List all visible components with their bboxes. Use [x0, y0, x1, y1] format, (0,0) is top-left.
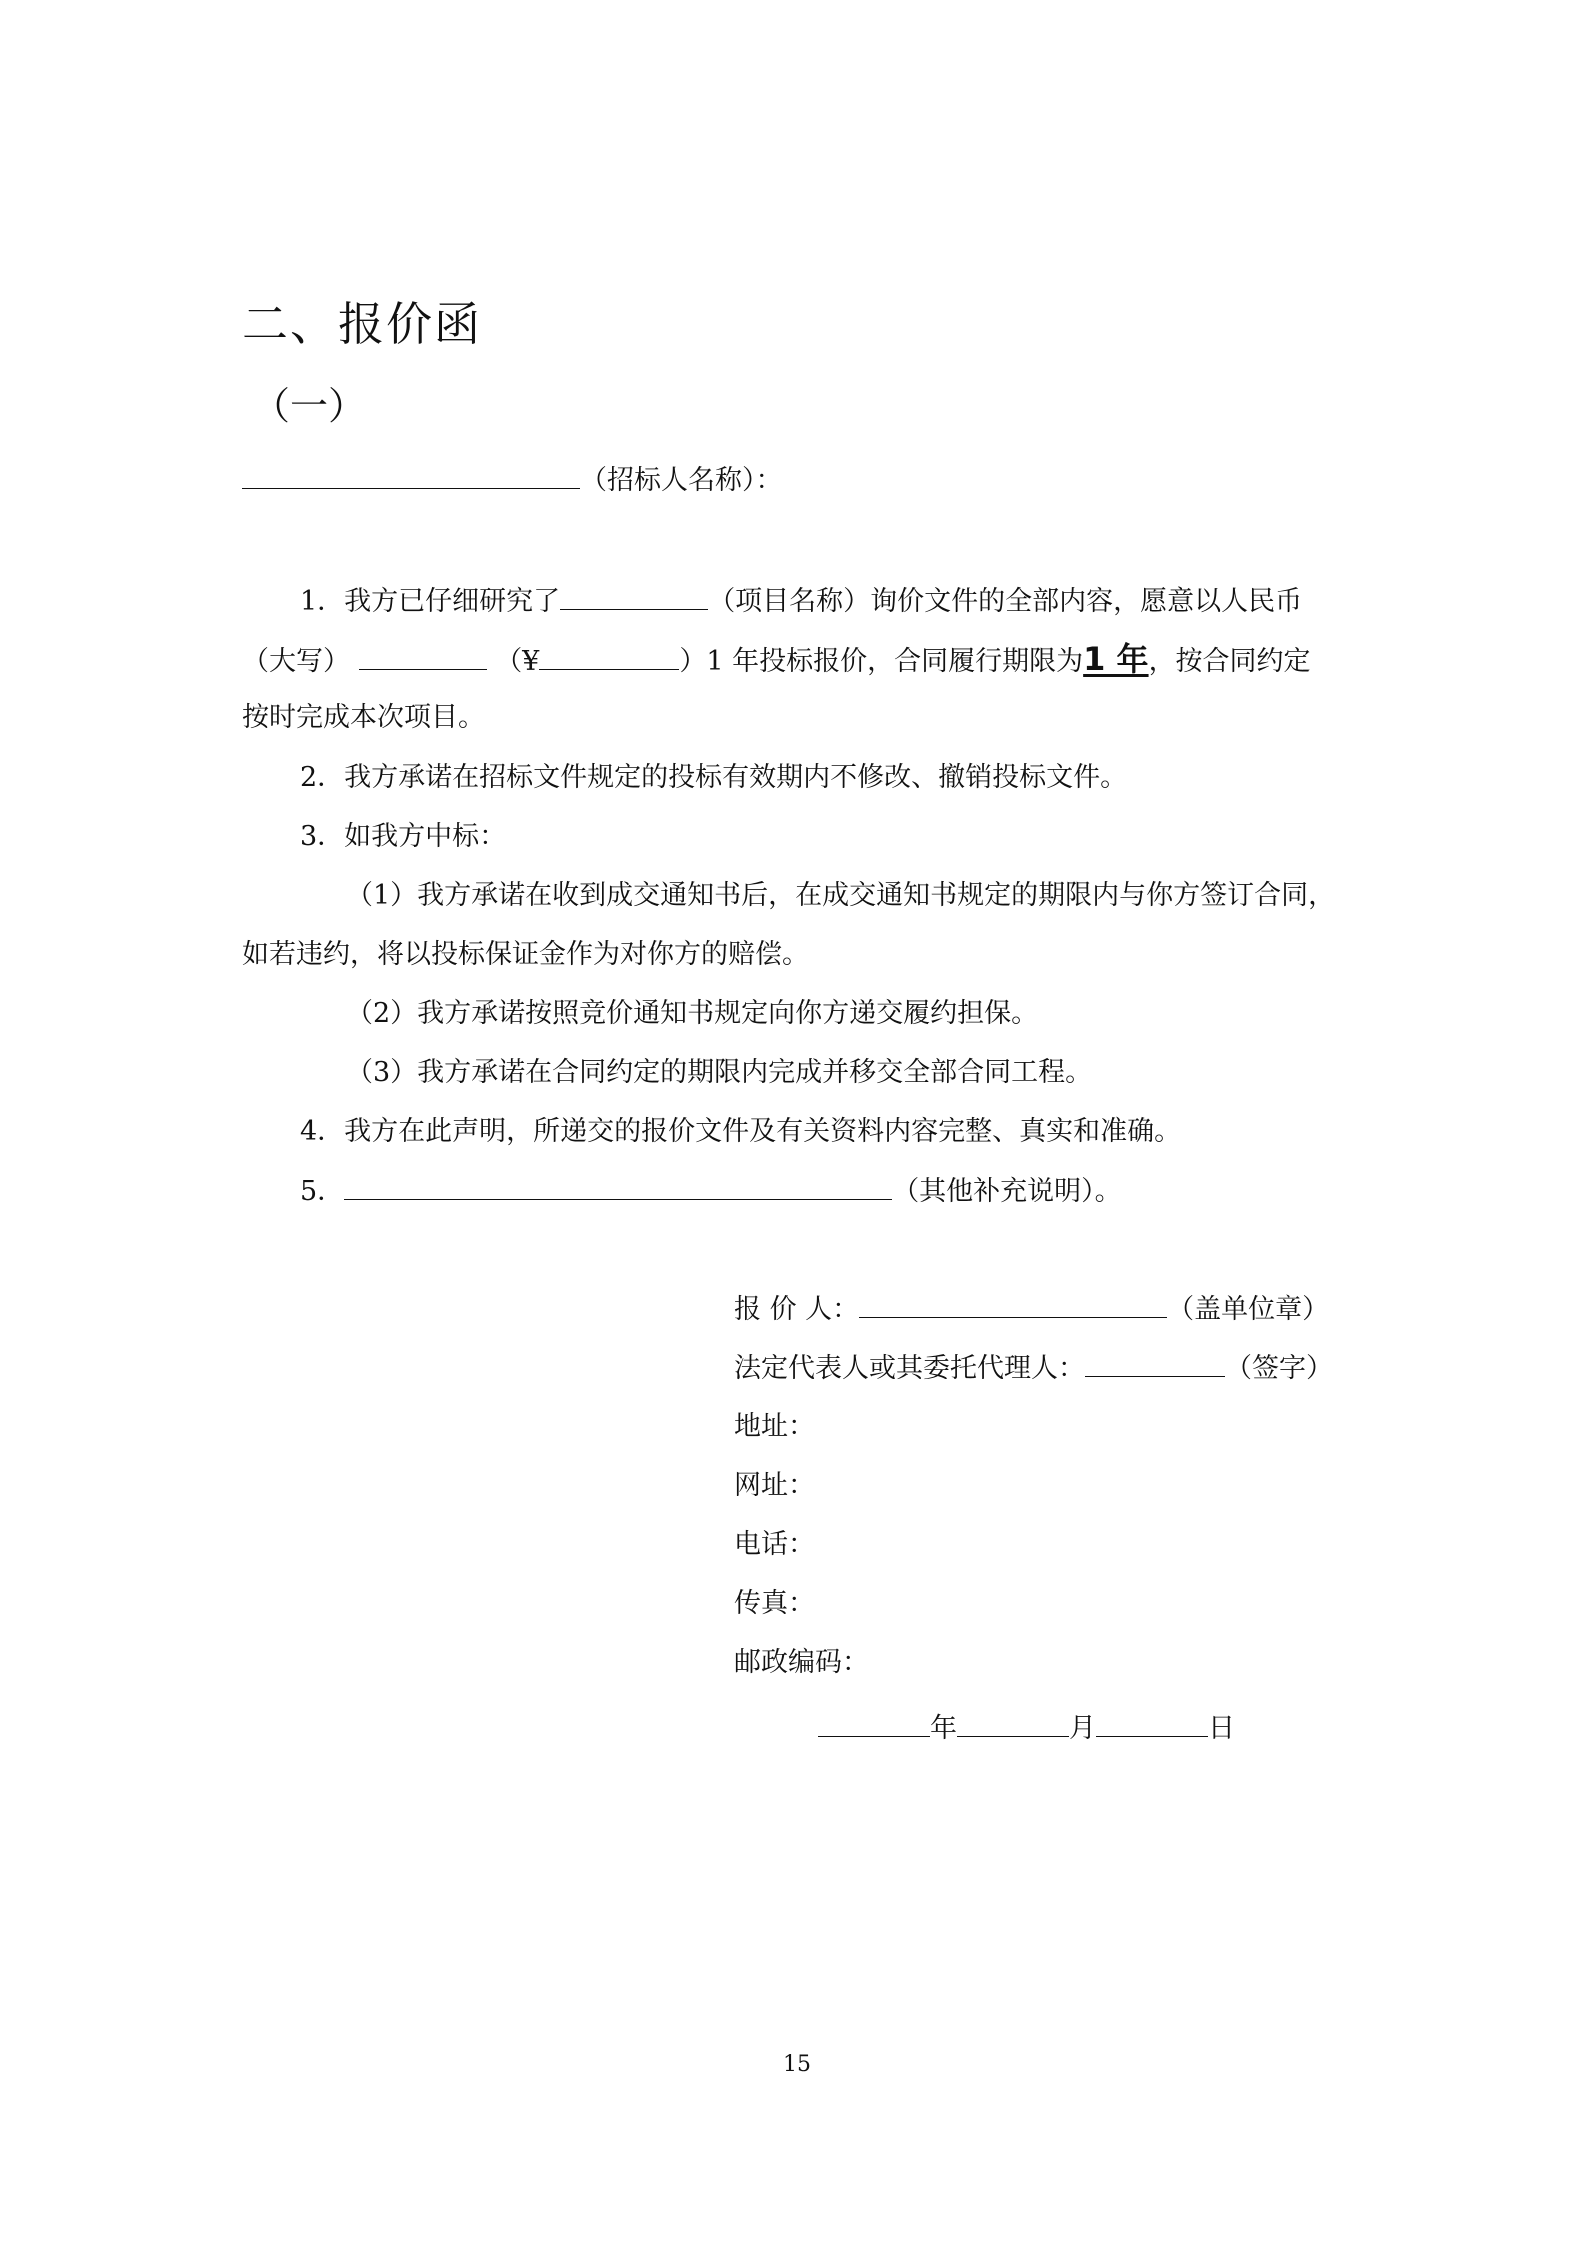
representative-blank[interactable] [1085, 1350, 1225, 1377]
project-name-blank[interactable] [560, 583, 708, 610]
item-3-3: （3）我方承诺在合同约定的期限内完成并移交全部合同工程。 [346, 1057, 1093, 1088]
year-label: 年 [930, 1713, 957, 1744]
additional-notes-blank[interactable] [344, 1173, 892, 1200]
item-2: 2．我方承诺在招标文件规定的投标有效期内不修改、撤销投标文件。 [300, 762, 1128, 793]
item-1-text-e: ）1 年投标报价，合同履行期限为 [679, 646, 1084, 677]
amount-words-blank[interactable] [359, 643, 487, 670]
month-blank[interactable] [957, 1710, 1069, 1737]
item-1-text-b: （项目名称）询价文件的全部内容，愿意以人民币 [708, 586, 1303, 617]
bidder-blank[interactable] [859, 1291, 1167, 1318]
item-3: 3．如我方中标： [300, 821, 507, 852]
phone-label: 电话： [734, 1529, 815, 1560]
representative-label: 法定代表人或其委托代理人： [734, 1353, 1085, 1384]
website-label: 网址： [734, 1470, 815, 1501]
bidder-line [734, 1291, 1329, 1328]
postcode-label: 邮政编码： [734, 1647, 869, 1678]
representative-suffix: （签字） [1225, 1353, 1333, 1384]
item-1-text-c: （大写） [242, 646, 350, 677]
year-blank[interactable] [818, 1710, 930, 1737]
representative-line [734, 1350, 1333, 1387]
fax-label: 传真： [734, 1588, 815, 1619]
item-1-line-1 [300, 583, 1302, 620]
month-label: 月 [1069, 1713, 1096, 1744]
section-subtitle: （一） [252, 384, 367, 428]
item-4: 4．我方在此声明，所递交的报价文件及有关资料内容完整、真实和准确。 [300, 1116, 1182, 1147]
item-1-text-a: 1．我方已仔细研究了 [300, 586, 561, 617]
item-1-line-2 [242, 641, 1311, 680]
item-1-text-f: ，按合同约定 [1148, 646, 1311, 677]
item-1-text-d: （¥ [495, 646, 540, 677]
item-5-prefix: 5． [300, 1176, 345, 1207]
bidder-suffix: （盖单位章） [1167, 1294, 1330, 1325]
bidder-label: 报 价 人： [734, 1294, 860, 1325]
item-5 [300, 1173, 1122, 1210]
recipient-label: （招标人名称）： [580, 465, 783, 496]
item-3-2: （2）我方承诺按照竞价通知书规定向你方递交履约担保。 [346, 998, 1039, 1029]
item-3-1-line-1: （1）我方承诺在收到成交通知书后，在成交通知书规定的期限内与你方签订合同， [346, 880, 1336, 911]
date-line [818, 1710, 1235, 1747]
recipient-blank[interactable] [242, 462, 580, 489]
page-title: 二、报价函 [242, 297, 482, 351]
day-label: 日 [1208, 1713, 1235, 1744]
amount-number-blank[interactable] [539, 643, 679, 670]
recipient-line [242, 462, 783, 499]
item-5-suffix: （其他补充说明）。 [892, 1176, 1122, 1207]
contract-term-value: 1 年 [1083, 640, 1149, 678]
item-3-1-line-2: 如若违约，将以投标保证金作为对你方的赔偿。 [242, 939, 809, 970]
item-1-line-3: 按时完成本次项目。 [242, 702, 485, 733]
day-blank[interactable] [1096, 1710, 1208, 1737]
page-number: 15 [783, 2052, 811, 2077]
address-label: 地址： [734, 1411, 815, 1442]
